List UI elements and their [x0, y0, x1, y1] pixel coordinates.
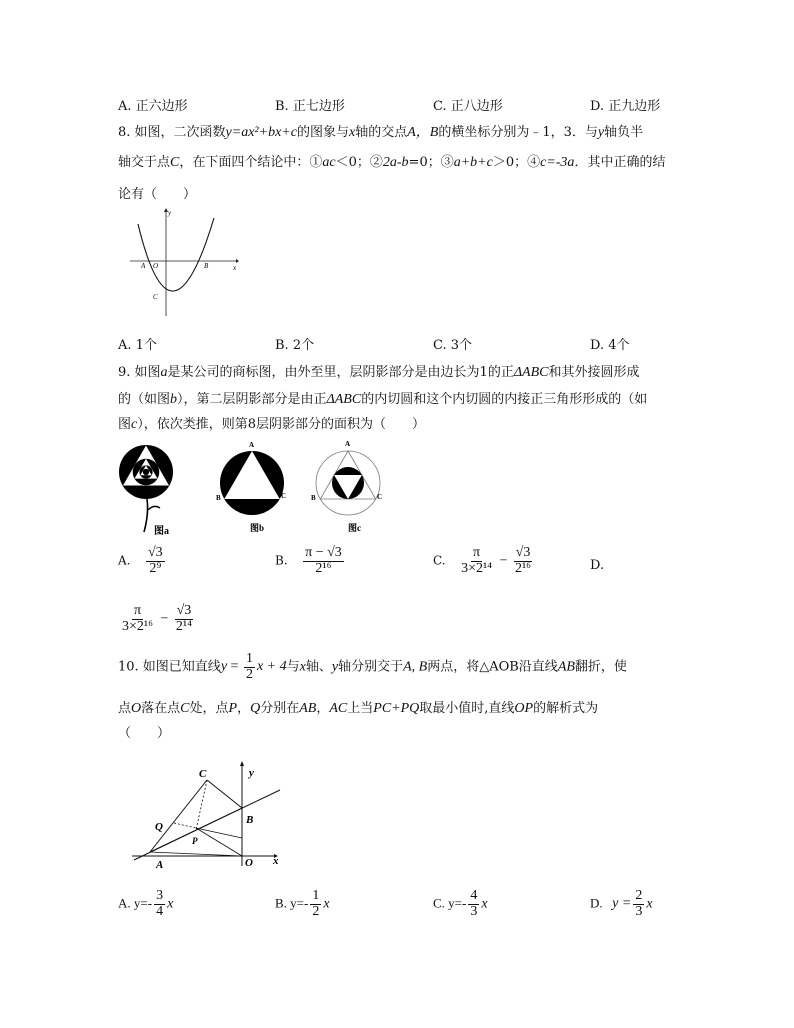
geo-label-x: x	[273, 855, 279, 867]
graph-label-x: x	[233, 264, 237, 272]
figc-label-c: C	[377, 493, 383, 501]
q9-figure-b	[214, 438, 294, 536]
q9-option-b: B. $\frac{\pi - √3}{\text{2¹⁶}}$	[275, 545, 342, 576]
q8-option-b: B. 2个	[275, 338, 315, 353]
q10-line-3: （ ）	[118, 726, 171, 741]
graph-label-b: B	[204, 262, 209, 270]
graph-label-a: A	[141, 262, 146, 270]
graph-label-c: C	[153, 293, 158, 301]
q9-option-d-label: D.	[590, 558, 605, 573]
q9-line-3: 图c），依次类推，则第8层阴影部分的面积为（ ）	[118, 417, 426, 432]
figb-label-b: B	[216, 494, 221, 502]
q7-option-b: B. 正七边形	[275, 99, 345, 114]
caption-figure-c: 图c	[348, 523, 361, 533]
geo-label-p: P	[192, 836, 198, 846]
graph-label-o: O	[153, 262, 159, 270]
q8-line-3: 论有（ ）	[118, 187, 197, 202]
q9-figure-c	[308, 437, 392, 536]
q9-option-d: $\frac{\pi}{\text{3×2¹⁶}}$ − $\frac{√3}{\text{2¹⁴}}$	[122, 603, 192, 634]
figc-label-a: A	[345, 440, 351, 448]
q8-line-1: 8. 如图，二次函数y=ax²+bx+c的图象与x轴的交点A，B的横坐标分别为﹣1，3．与y轴负半	[118, 125, 644, 140]
geo-label-y: y	[249, 767, 254, 779]
segment-ac	[150, 780, 207, 852]
q7-option-c: C. 正八边形	[433, 99, 503, 114]
q7-option-d: D. 正九边形	[590, 99, 661, 114]
geo-label-b: B	[246, 814, 254, 826]
q10-line-1: 10. 如图已知直线y = $\frac{1}{2}$ x + 4与x轴、y轴分别交于A, B两点，将△AOB沿直线AB翻折，使	[118, 651, 627, 682]
q9-option-a: A. $\frac{√3}{\text{2⁹}}$	[118, 545, 163, 576]
figb-label-c: C	[281, 492, 287, 500]
graph-label-y: y	[168, 209, 172, 217]
geo-label-q: Q	[155, 821, 163, 833]
geo-label-a: A	[156, 859, 164, 871]
q7-option-a: A. 正六边形	[118, 99, 188, 114]
figb-label-a: A	[249, 441, 255, 449]
q9-figure-a-logo	[118, 444, 180, 536]
q8-option-c: C. 3个	[433, 338, 473, 353]
geo-label-c: C	[199, 768, 207, 780]
q9-line-2: 的（如图b），第二层阴影部分是由正ΔABC的内切圆和这个内切圆的内接正三角形形成的（如	[118, 392, 648, 407]
figc-label-b: B	[311, 494, 316, 502]
caption-figure-b: 图b	[250, 523, 265, 533]
q10-option-c: C. y=- $\frac{4}{3}$ x	[433, 888, 488, 919]
geo-label-o: O	[245, 857, 253, 869]
q10-option-b: B. y=- $\frac{1}{2}$ x	[275, 888, 330, 919]
q10-line-2: 点O落在点C处，点P，Q分别在AB，AC上当PC+PQ取最小值时,直线OP的解析式为	[118, 701, 599, 716]
q9-option-c: C. $\frac{\pi}{\text{3×2¹⁴}}$ − $\frac{√3}{\text{2¹⁶}}$	[433, 545, 532, 576]
q10-option-a: A. y=- $\frac{3}{4}$ x	[118, 888, 174, 919]
q10-option-d: D. y = $\frac{2}{3}$ x	[590, 888, 653, 919]
q8-parabola-graph	[128, 206, 240, 318]
q8-option-a: A. 1个	[118, 338, 157, 353]
q8-line-2: 轴交于点C，在下面四个结论中：①ac＜0；②2a-b=0；③a+b+c＞0；④c=-3a．其中正确的结	[118, 155, 666, 170]
q9-line-1: 9. 如图a是某公司的商标图，由外至里，层阴影部分是由边长为1的正ΔABC和其外接圆形成	[118, 365, 640, 380]
caption-figure-a: 图a	[154, 526, 169, 536]
segment-cb	[207, 780, 242, 808]
parabola-curve	[138, 218, 214, 291]
q10-geometry-figure	[128, 760, 290, 872]
q8-option-d: D. 4个	[590, 338, 630, 353]
